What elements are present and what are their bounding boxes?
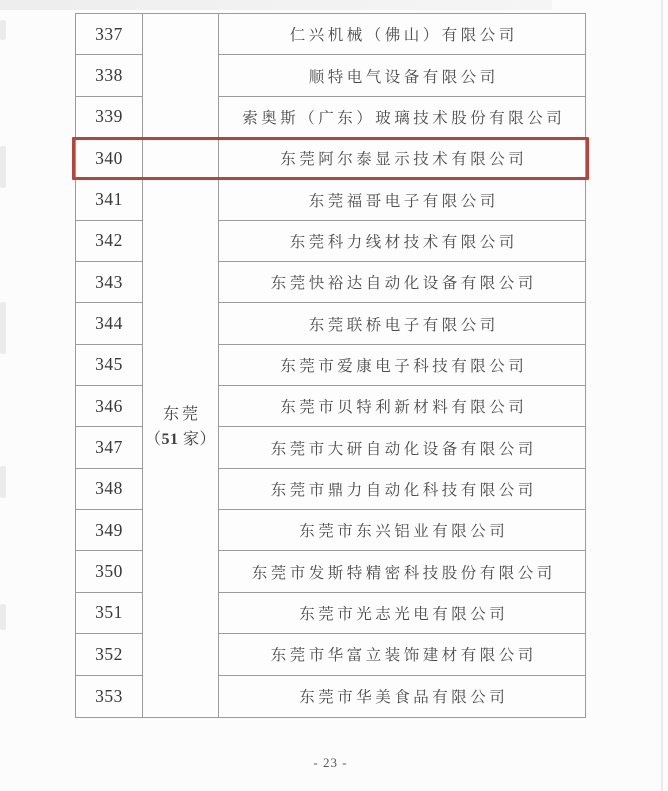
row-number-cell: 347 xyxy=(76,427,143,468)
region-empty-cell xyxy=(143,14,219,138)
region-cell xyxy=(143,138,219,717)
row-number-cell: 350 xyxy=(76,551,143,592)
company-name-cell: 索奥斯（广东）玻璃技术股份有限公司 xyxy=(219,97,585,138)
region-label-count xyxy=(145,427,216,453)
row-number-cell: 342 xyxy=(76,221,143,262)
company-name-cell: 东莞福哥电子有限公司 xyxy=(219,179,585,220)
company-name-cell: 东莞阿尔泰显示技术有限公司 xyxy=(219,138,585,179)
company-name-cell: 顺特电气设备有限公司 xyxy=(219,55,585,96)
row-number-cell: 338 xyxy=(76,55,143,96)
company-name-cell: 东莞科力线材技术有限公司 xyxy=(219,221,585,262)
company-name-cell: 东莞市贝特利新材料有限公司 xyxy=(219,386,585,427)
row-number-cell: 346 xyxy=(76,386,143,427)
company-name-cell: 东莞市爱康电子科技有限公司 xyxy=(219,345,585,386)
company-name-cell: 东莞市大研自动化设备有限公司 xyxy=(219,427,585,468)
scan-artifact-left-mark xyxy=(0,604,6,630)
row-number-cell: 353 xyxy=(76,676,143,717)
company-name-cell: 东莞联桥电子有限公司 xyxy=(219,303,585,344)
company-table xyxy=(75,13,586,718)
row-number-cell: 340 xyxy=(76,138,143,179)
company-name-cell: 东莞市鼎力自动化科技有限公司 xyxy=(219,469,585,510)
row-number-cell: 348 xyxy=(76,469,143,510)
company-name-cell: 东莞市光志光电有限公司 xyxy=(219,593,585,634)
scan-artifact-left-mark xyxy=(0,466,6,498)
row-number-cell: 351 xyxy=(76,593,143,634)
company-name-cell: 东莞市华富立装饰建材有限公司 xyxy=(219,634,585,675)
scan-artifact-top-strip xyxy=(0,0,552,10)
region-count-close: 家） xyxy=(178,431,217,449)
row-number-cell: 349 xyxy=(76,510,143,551)
row-number-cell: 341 xyxy=(76,179,143,220)
scan-artifact-right-line xyxy=(661,0,663,791)
row-number-cell: 339 xyxy=(76,97,143,138)
company-name-cell: 东莞市发斯特精密科技股份有限公司 xyxy=(219,551,585,592)
scan-artifact-left-mark xyxy=(0,146,6,188)
page-number: - 23 - xyxy=(313,755,348,770)
region-count-number: 51 xyxy=(161,431,179,449)
company-name-cell: 东莞市东兴铝业有限公司 xyxy=(219,510,585,551)
scan-artifact-left-mark xyxy=(0,302,6,354)
row-number-cell: 343 xyxy=(76,262,143,303)
company-name-cell: 东莞市华美食品有限公司 xyxy=(299,689,509,707)
row-number-cell: 352 xyxy=(76,634,143,675)
company-name-cell: 仁兴机械（佛山）有限公司 xyxy=(219,14,585,55)
row-number-cell: 344 xyxy=(76,303,143,344)
region-label-city: 东莞 xyxy=(162,405,201,423)
company-name-cell: 东莞快裕达自动化设备有限公司 xyxy=(219,262,585,303)
row-number-cell: 345 xyxy=(76,345,143,386)
scan-artifact-left-mark xyxy=(0,20,6,40)
region-count-open: （ xyxy=(144,431,162,449)
row-number-cell: 337 xyxy=(76,14,143,55)
